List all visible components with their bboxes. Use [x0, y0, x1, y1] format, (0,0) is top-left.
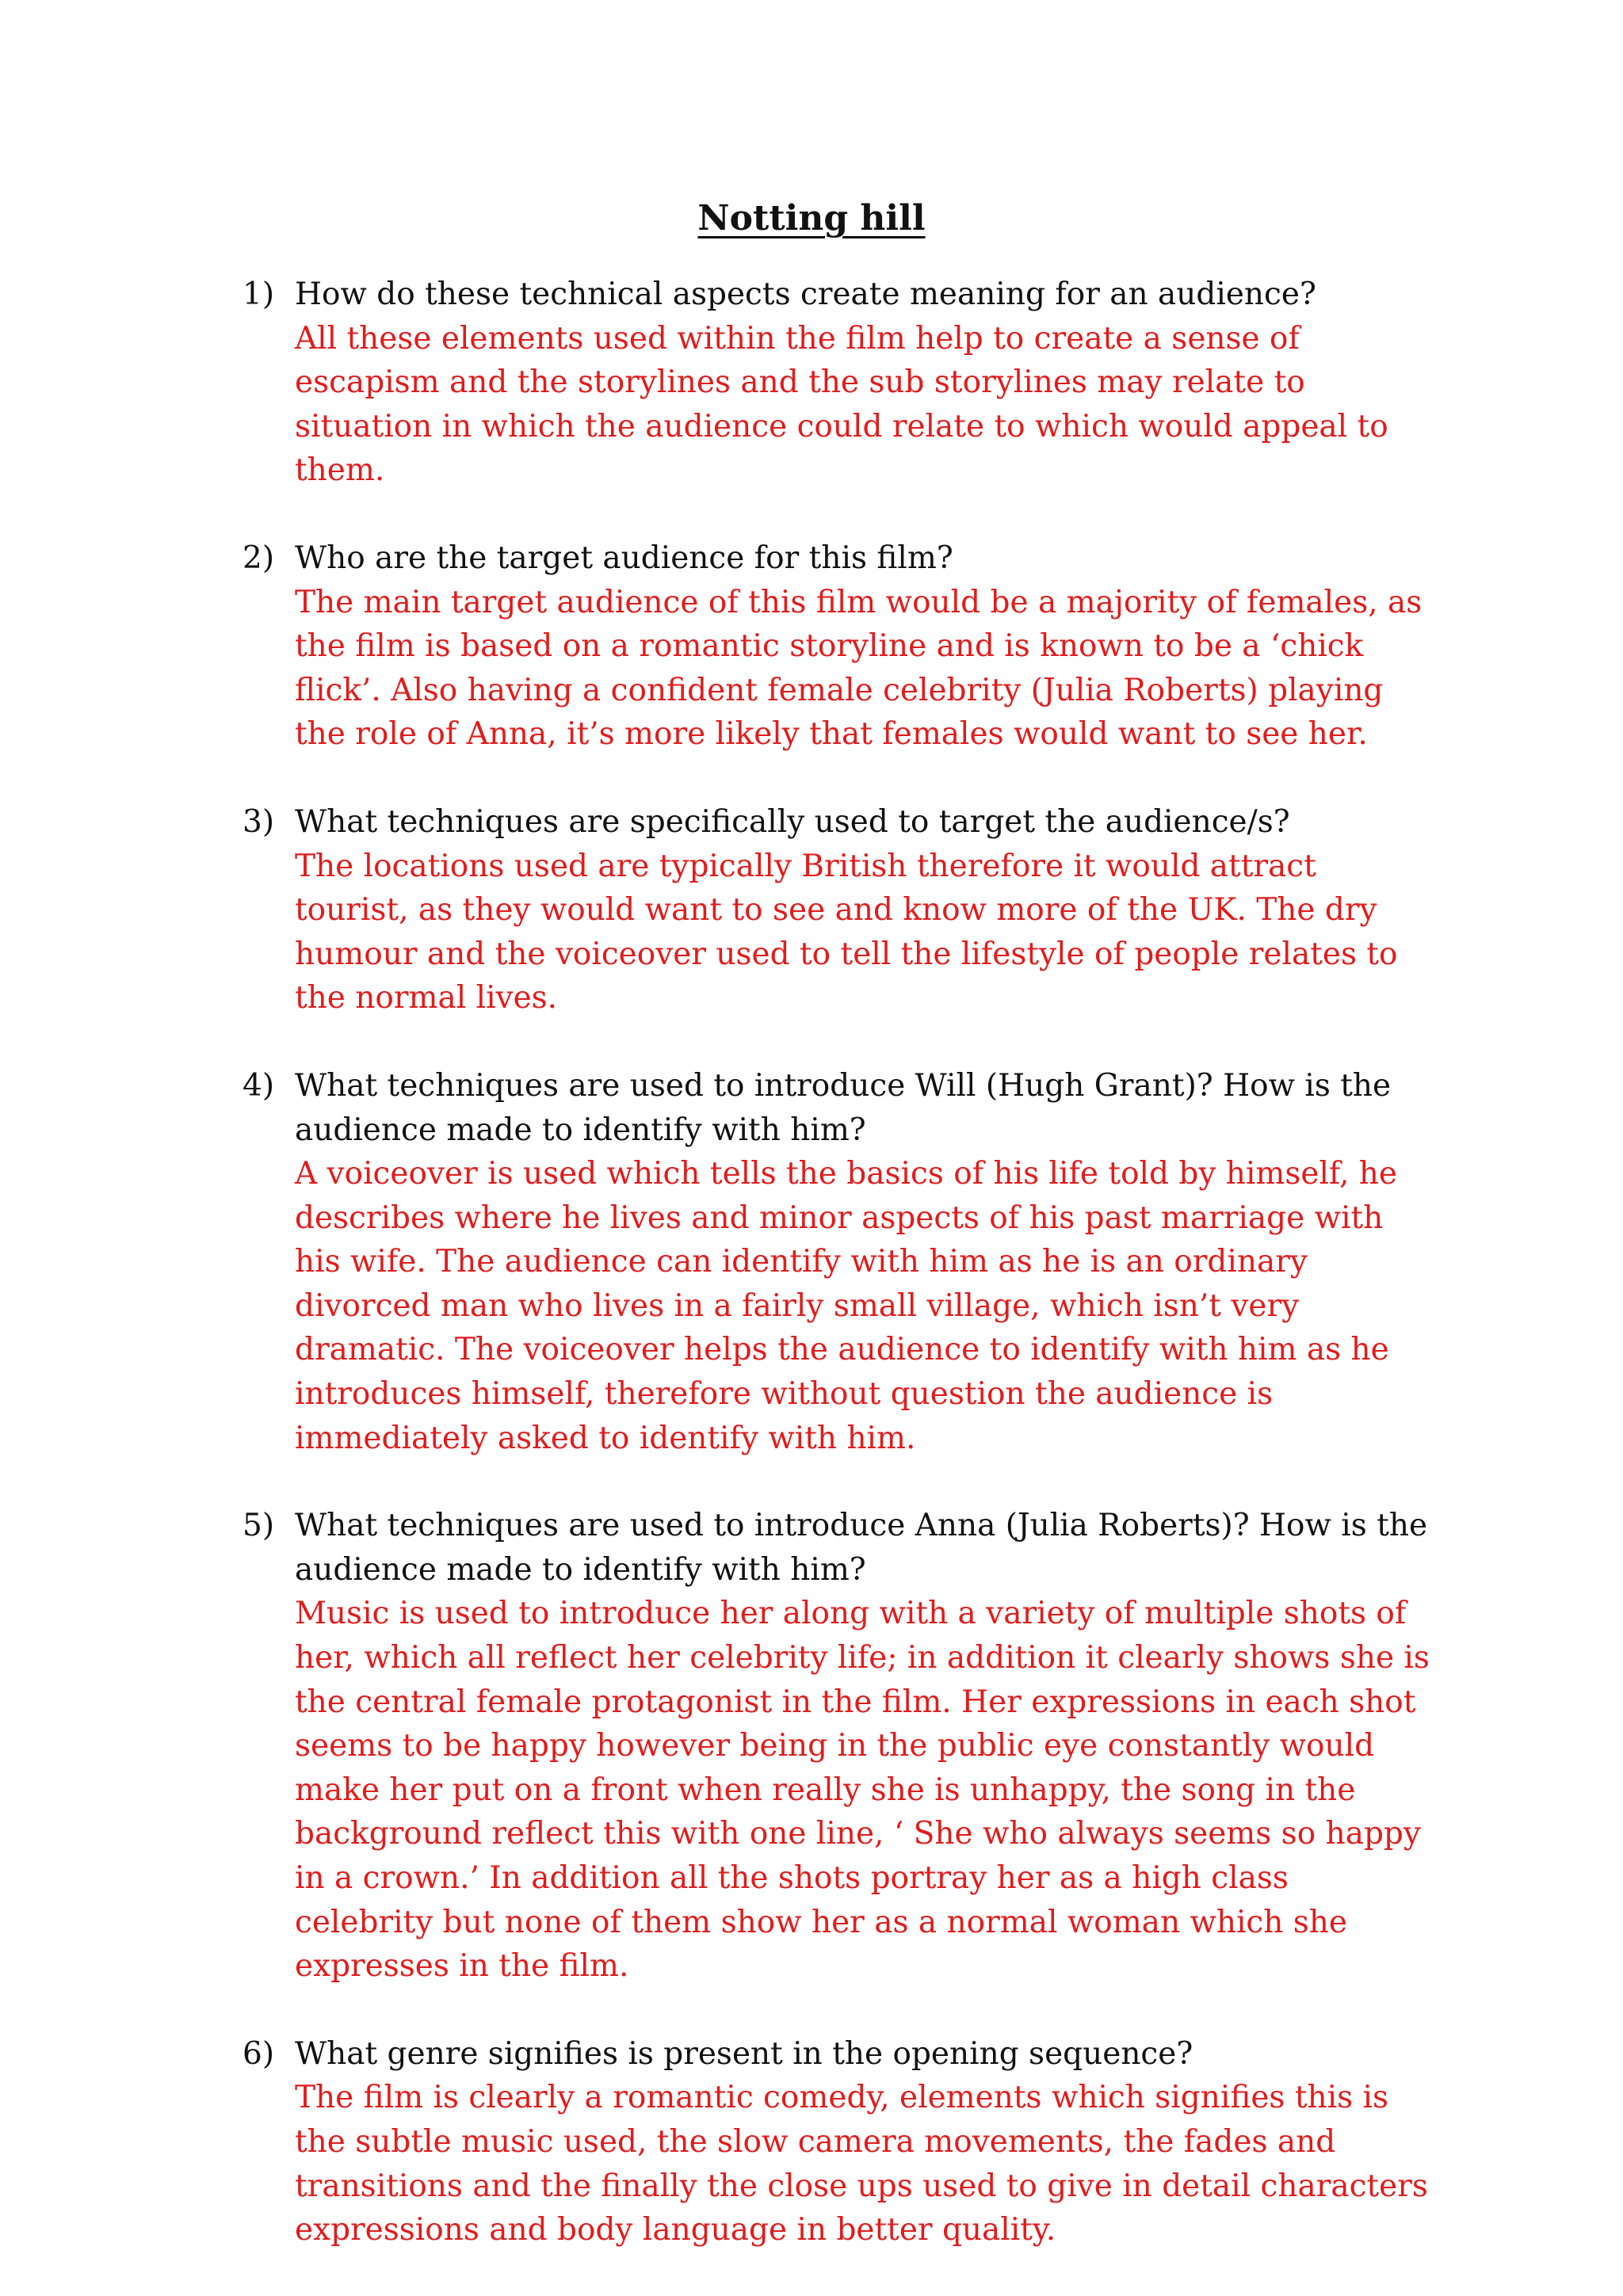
question-number: 4)	[242, 1067, 275, 1104]
question-number: 3)	[242, 803, 275, 840]
document-title: Notting hill	[697, 198, 926, 238]
question-text: Who are the target audience for this film?	[295, 540, 953, 576]
question-number: 2)	[242, 540, 275, 576]
question-text: What genre signifies is present in the opening sequence?	[295, 2035, 1193, 2072]
question-number: 1)	[242, 277, 275, 312]
answer-text: All these elements used within the film help to create a sense of escapism and the storylines and the sub storylines may relate to situation in which the audience could relate to which would appeal to them.	[295, 320, 1388, 489]
question-text: What techniques are used to introduce Anna (Julia Roberts)? How is the audience made to identify with him?	[295, 1508, 1428, 1588]
answer-text: A voiceover is used which tells the basics of his life told by himself, he describes where he lives and minor aspects of his past marriage with his wife. The audience can identify with him as he is an ordinary divorced man who lives in a fairly small village, which isn’t very dramatic. The voiceover helps the audience to identify with him as he introduces himself, therefore without question the audience is immediately asked to identify with him.	[295, 1156, 1397, 1456]
question-text: What techniques are specifically used to target the audience/s?	[295, 803, 1290, 840]
answer-text: Music is used to introduce her along with a variety of multiple shots of her, which all reflect her celebrity life; in addition it clearly shows she is the central female protagonist in the film. Her expressions in each shot seems to be happy however being in the public eye constantly would make her put on a front when really she is unhappy, the song in the background reflect this with one line, ‘ She who always seems so happy in a crown.’ In addition all the shots portray her as a high class celebrity but none of them show her as a normal woman which she expresses in the film.	[295, 1596, 1430, 1985]
question-text: What techniques are used to introduce Will (Hugh Grant)? How is the audience made to identify with him?	[295, 1067, 1392, 1148]
question-number: 6)	[242, 2035, 275, 2072]
question-text: How do these technical aspects create meaning for an audience?	[295, 277, 1316, 312]
qa-item-1	[242, 273, 1431, 493]
question-list	[242, 273, 1431, 2296]
qa-item-4	[242, 1064, 1431, 1460]
qa-item-3	[242, 800, 1431, 1020]
qa-item-2	[242, 536, 1431, 757]
qa-item-5	[242, 1504, 1431, 1989]
answer-text: The film is clearly a romantic comedy, elements which signifies this is the subtle music used, the slow camera movements, the fades and transitions and the finally the close ups used to give in detail characters expressions and body language in better quality.	[295, 2080, 1428, 2248]
answer-text: The locations used are typically British therefore it would attract tourist, as they would want to see and know more of the UK. The dry humour and the voiceover used to tell the lifestyle of people relates to the normal lives.	[295, 848, 1398, 1016]
question-number: 5)	[242, 1508, 275, 1544]
qa-item-6	[242, 2032, 1431, 2252]
answer-text: The main target audience of this film would be a majority of females, as the film is based on a romantic storyline and is known to be a ‘chick flick’. Also having a confident female celebrity (Julia Roberts) playing the role of Anna, it’s more likely that females would want to see her.	[295, 584, 1423, 753]
